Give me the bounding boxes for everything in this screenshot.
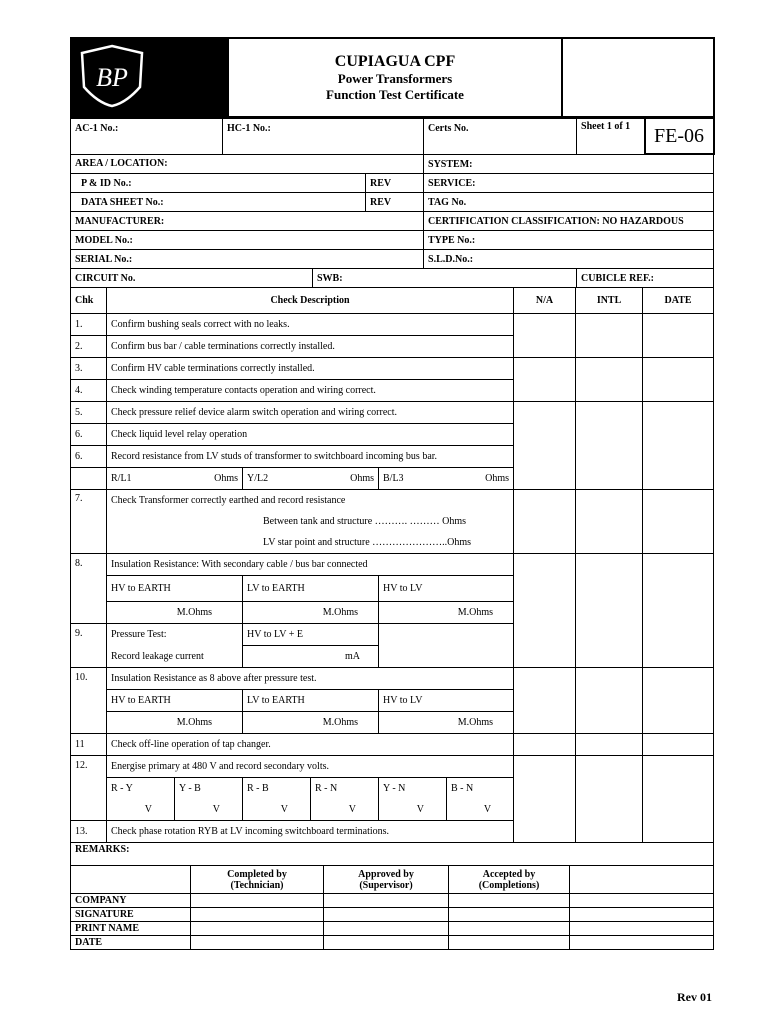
signoff-cell[interactable] [191,908,324,922]
page-title: CUPIAGUA CPF [334,52,456,70]
intl-cell[interactable] [576,668,643,734]
ry-label: R - Y [107,778,175,800]
na-cell[interactable] [514,734,576,756]
signoff-cell[interactable] [324,894,449,908]
signoff-cell[interactable] [449,894,570,908]
signoff-cell[interactable] [324,936,449,950]
signoff-cell[interactable] [570,922,714,936]
lv-earth-label: LV to EARTH [243,690,379,712]
check-desc: Confirm bus bar / cable terminations correctly installed. [107,336,514,358]
intl-cell[interactable] [576,490,643,554]
col-desc: Check Description [107,288,514,314]
hv-earth-label: HV to EARTH [107,576,243,602]
ma-unit[interactable]: mA [243,646,379,668]
circuit-field[interactable]: CIRCUIT No. [71,269,313,288]
logo-text: BP [96,63,128,92]
type-field[interactable]: TYPE No.: [424,231,714,250]
signoff-cell[interactable] [324,908,449,922]
mohms-unit[interactable]: M.Ohms [379,602,514,624]
manufacturer-field[interactable]: MANUFACTURER: [71,212,424,231]
na-cell[interactable] [514,358,576,402]
na-cell[interactable] [514,756,576,843]
na-cell[interactable] [514,668,576,734]
serial-field[interactable]: SERIAL No.: [71,250,424,269]
check-desc: Energise primary at 480 V and record secondary volts. [107,756,514,778]
mohms-unit[interactable]: M.Ohms [107,712,243,734]
subtitle-1: Power Transformers [337,70,453,86]
check-desc: Check Transformer correctly earthed and record resistance [107,490,514,512]
check-desc: Check winding temperature contacts operation and wiring correct. [107,380,514,402]
yn-label: Y - N [379,778,447,800]
rb-label: R - B [243,778,311,800]
tank-resistance[interactable]: Between tank and structure ………. ……… Ohms [107,511,514,532]
cubicle-field[interactable]: CUBICLE REF.: [577,269,714,288]
rl1-label: R/L1 [107,468,175,490]
volts-unit[interactable]: V [379,799,447,821]
yb-label: Y - B [175,778,243,800]
sld-field[interactable]: S.L.D.No.: [424,250,714,269]
check-number: 8. [71,554,107,624]
check-number: 11 [71,734,107,756]
check-desc: Check phase rotation RYB at LV incoming switchboard terminations. [107,821,514,843]
check-number: 9. [71,624,107,668]
ohms-unit[interactable]: Ohms [175,468,243,490]
signoff-cell[interactable] [570,894,714,908]
signoff-cell[interactable] [449,908,570,922]
date-cell[interactable] [643,314,714,358]
check-number: 12. [71,756,107,821]
mohms-unit[interactable]: M.Ohms [379,712,514,734]
check-desc: Check pressure relief device alarm switch operation and wiring correct. [107,402,514,424]
intl-cell[interactable] [576,402,643,490]
ac1-field[interactable]: AC-1 No.: [71,118,223,154]
intl-cell[interactable] [576,756,643,843]
checks-table [70,287,714,866]
header-table [70,37,715,118]
title-block [228,38,562,117]
swb-field[interactable]: SWB: [313,269,577,288]
na-cell[interactable] [514,402,576,490]
info-table [70,117,715,288]
signoff-cell[interactable] [449,936,570,950]
ohms-unit[interactable]: Ohms [311,468,379,490]
signature-row-label: SIGNATURE [71,908,191,922]
star-resistance[interactable]: LV star point and structure …………………..Ohms [107,532,514,554]
col-date: DATE [643,288,714,314]
bl3-label: B/L3 [379,468,447,490]
col-intl: INTL [576,288,643,314]
sheet-field: Sheet 1 of 1 [577,118,645,154]
hv-lv-label: HV to LV [379,576,514,602]
check-desc: Pressure Test: [107,624,243,646]
subtitle-2: Function Test Certificate [326,86,464,102]
signoff-cell[interactable] [191,936,324,950]
system-field[interactable]: SYSTEM: [424,154,714,174]
check-number: 13. [71,821,107,843]
leakage-label: Record leakage current [107,646,243,668]
volts-unit[interactable]: V [447,799,514,821]
date-cell[interactable] [643,668,714,734]
date-cell[interactable] [643,358,714,402]
mohms-unit[interactable]: M.Ohms [243,712,379,734]
date-row-label: DATE [71,936,191,950]
date-cell[interactable] [643,756,714,843]
revision-label: Rev 01 [677,990,712,1004]
remarks-field[interactable]: REMARKS: [71,843,714,866]
bn-label: B - N [447,778,514,800]
cert-class-field: CERTIFICATION CLASSIFICATION: NO HAZARDOUS [424,212,714,231]
na-cell[interactable] [514,314,576,358]
signoff-cell[interactable] [191,894,324,908]
col-chk: Chk [71,288,107,314]
pressure-test-value[interactable]: HV to LV + E [243,624,379,646]
check-desc: Confirm bushing seals correct with no leaks. [107,314,514,336]
signoff-cell[interactable] [449,922,570,936]
volts-unit[interactable]: V [175,799,243,821]
na-cell[interactable] [514,490,576,554]
check-number: 2. [71,336,107,358]
volts-unit[interactable]: V [311,799,379,821]
header-blank [562,38,714,117]
service-field[interactable]: SERVICE: [424,174,714,193]
mohms-unit[interactable]: M.Ohms [107,602,243,624]
check-number: 3. [71,358,107,380]
signoff-table [70,865,714,950]
hv-earth-label: HV to EARTH [107,690,243,712]
check-number: 6. [71,424,107,446]
check-desc: Insulation Resistance as 8 above after pressure test. [107,668,514,690]
ohms-unit[interactable]: Ohms [447,468,514,490]
certs-field[interactable]: Certs No. [424,118,577,154]
model-field[interactable]: MODEL No.: [71,231,424,250]
signoff-cell[interactable] [324,922,449,936]
na-cell[interactable] [514,554,576,668]
intl-cell[interactable] [576,734,643,756]
company-row-label: COMPANY [71,894,191,908]
check-desc: Check off-line operation of tap changer. [107,734,514,756]
date-cell[interactable] [643,734,714,756]
mohms-unit[interactable]: M.Ohms [243,602,379,624]
date-cell[interactable] [643,402,714,490]
bp-logo [71,38,228,117]
area-field[interactable]: AREA / LOCATION: [71,154,424,174]
check-number: 1. [71,314,107,336]
tag-field[interactable]: TAG No. [424,193,714,212]
check-number: 6. [71,446,107,468]
check-desc: Insulation Resistance: With secondary cable / bus bar connected [107,554,514,576]
datasheet-field[interactable]: DATA SHEET No.: [71,193,366,212]
form-code: FE-06 [654,124,705,147]
approved-by-header: Approved by (Supervisor) [324,866,449,894]
check-desc: Record resistance from LV studs of transformer to switchboard incoming bus bar. [107,446,514,468]
certificate-form [70,37,713,950]
date-cell[interactable] [643,490,714,554]
pid-field[interactable]: P & ID No.: [71,174,366,193]
check-number: 10. [71,668,107,734]
signoff-cell[interactable] [570,936,714,950]
signoff-cell[interactable] [191,922,324,936]
check-number: 4. [71,380,107,402]
lv-earth-label: LV to EARTH [243,576,379,602]
hc1-field[interactable]: HC-1 No.: [223,118,424,154]
volts-unit[interactable]: V [107,799,175,821]
intl-cell[interactable] [576,554,643,668]
bp-shield-icon [76,43,148,109]
yl2-label: Y/L2 [243,468,311,490]
date-cell[interactable] [643,554,714,668]
completed-by-header: Completed by (Technician) [191,866,324,894]
intl-cell[interactable] [576,358,643,402]
check-number: 7. [71,490,107,554]
accepted-by-header: Accepted by (Completions) [449,866,570,894]
intl-cell[interactable] [576,314,643,358]
volts-unit[interactable]: V [243,799,311,821]
check-number: 5. [71,402,107,424]
check-desc: Check liquid level relay operation [107,424,514,446]
check-desc: Confirm HV cable terminations correctly installed. [107,358,514,380]
signoff-cell[interactable] [570,908,714,922]
hv-lv-label: HV to LV [379,690,514,712]
col-na: N/A [514,288,576,314]
rn-label: R - N [311,778,379,800]
rev-field-1[interactable]: REV [366,174,424,193]
rev-field-2[interactable]: REV [366,193,424,212]
print-name-row-label: PRINT NAME [71,922,191,936]
